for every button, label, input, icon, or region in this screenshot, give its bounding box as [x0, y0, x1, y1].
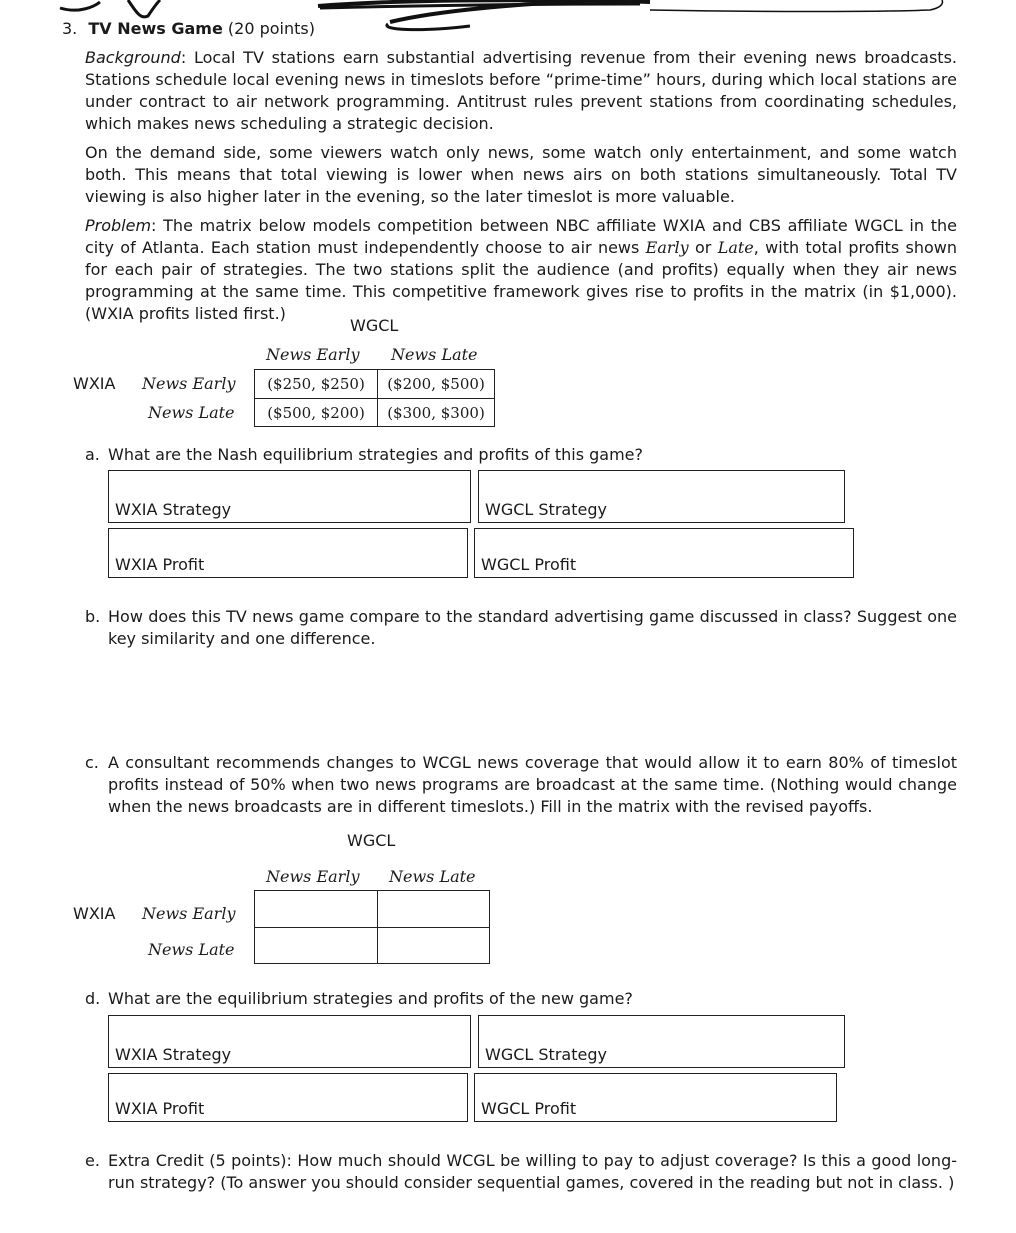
demand-paragraph: On the demand side, some viewers watch only news, some watch only entertainment, and some watch both. This means that total viewing is lower when news airs on both stations simultaneously. Total TV viewing is also higher later in the evening, so the later timeslot is more valuable.	[85, 143, 957, 206]
matrix2-col-header: News Early	[266, 867, 360, 886]
matrix1-cell: ($250, $250)	[254, 369, 378, 399]
matrix2-input-cell[interactable]	[254, 890, 378, 928]
part-b-label: b.	[85, 607, 101, 626]
question-number: 3.	[62, 19, 78, 38]
part-a	[85, 445, 957, 464]
matrix2-row-header: News Early	[142, 904, 236, 923]
background-label: Background	[85, 48, 181, 67]
matrix1-cell: ($200, $500)	[377, 369, 495, 399]
part-d-wxia-profit-box[interactable]	[108, 1073, 468, 1122]
part-d-label: d.	[85, 989, 101, 1008]
problem-paragraph	[85, 215, 957, 325]
matrix1-row-header: News Late	[148, 403, 235, 422]
problem-early: Early	[645, 238, 689, 257]
problem-text-2: , with total profits shown for each pair of strategies. The two stations split the audience (and profits) equally when they air news programming at the same time. This competitive framework gives rise to profits in the matrix (in $1,000). (WXIA profits listed first.)	[85, 238, 957, 323]
part-c	[85, 752, 957, 818]
part-d-wgcl-profit-box[interactable]	[474, 1073, 837, 1122]
matrix2-input-cell[interactable]	[377, 890, 490, 928]
part-e	[85, 1150, 957, 1194]
matrix2-row-player: WXIA	[73, 904, 116, 923]
matrix1-row-player: WXIA	[73, 374, 116, 393]
background-paragraph	[85, 47, 957, 135]
part-a-wxia-profit-box[interactable]	[108, 528, 468, 578]
answer-box-label: WXIA Profit	[115, 555, 205, 574]
matrix2-col-header: News Late	[389, 867, 476, 886]
matrix2-col-player: WGCL	[347, 831, 396, 850]
part-a-wxia-strategy-box[interactable]	[108, 470, 471, 523]
answer-box-label: WXIA Strategy	[115, 500, 232, 519]
answer-box-label: WXIA Strategy	[115, 1045, 232, 1064]
part-d	[85, 989, 957, 1008]
part-a-wgcl-strategy-box[interactable]	[478, 470, 845, 523]
matrix2-input-cell[interactable]	[377, 927, 490, 964]
answer-box-label: WGCL Strategy	[485, 1045, 607, 1064]
matrix1-col-header: News Late	[391, 345, 478, 364]
part-d-question: What are the equilibrium strategies and profits of the new game?	[108, 989, 633, 1008]
answer-box-label: WGCL Profit	[481, 555, 577, 574]
question-header	[62, 19, 315, 38]
question-title: TV News Game	[88, 19, 223, 38]
part-b-question: How does this TV news game compare to the standard advertising game discussed in class? Suggest one key similarity and one difference.	[108, 607, 957, 648]
matrix1-col-header: News Early	[266, 345, 360, 364]
background-text: : Local TV stations earn substantial advertising revenue from their evening news broadcasts. Stations schedule local evening news in timeslots before “prime-time” hours, during which local stations are under contract to air network programming. Antitrust rules prevent stations from coordinating schedules, which makes news scheduling a strategic decision.	[85, 48, 957, 133]
matrix2-row-header: News Late	[148, 940, 235, 959]
answer-box-label: WXIA Profit	[115, 1099, 205, 1118]
answer-box-label: WGCL Profit	[481, 1099, 577, 1118]
question-points: (20 points)	[227, 19, 315, 38]
matrix1-cell: ($500, $200)	[254, 398, 378, 427]
matrix1-col-player: WGCL	[350, 316, 399, 335]
part-c-label: c.	[85, 753, 99, 772]
answer-box-label: WGCL Strategy	[485, 500, 607, 519]
matrix2-input-cell[interactable]	[254, 927, 378, 964]
part-c-question: A consultant recommends changes to WCGL news coverage that would allow it to earn 80% of timeslot profits instead of 50% when two news programs are broadcast at the same time. (Nothing would change when the news broadcasts are in different timeslots.) Fill in the matrix with the revised payoffs.	[108, 753, 957, 816]
part-a-wgcl-profit-box[interactable]	[474, 528, 854, 578]
part-d-wgcl-strategy-box[interactable]	[478, 1015, 845, 1068]
problem-text-1: : The matrix below models competition between NBC affiliate WXIA and CBS affiliate WGCL in the city of Atlanta. Each station must independently choose to air news	[85, 216, 957, 257]
part-a-label: a.	[85, 445, 100, 464]
problem-or: or	[688, 238, 718, 257]
part-a-question: What are the Nash equilibrium strategies and profits of this game?	[108, 445, 644, 464]
problem-label: Problem	[85, 216, 152, 235]
part-e-label: e.	[85, 1151, 100, 1170]
part-b	[85, 606, 957, 650]
matrix1-cell: ($300, $300)	[377, 398, 495, 427]
problem-late: Late	[717, 238, 754, 257]
part-e-question: Extra Credit (5 points): How much should WCGL be willing to pay to adjust coverage? Is this a good long-run strategy? (To answer you should consider sequential games, covered in the reading but not in class. )	[108, 1151, 957, 1192]
part-d-wxia-strategy-box[interactable]	[108, 1015, 471, 1068]
matrix1-row-header: News Early	[142, 374, 236, 393]
